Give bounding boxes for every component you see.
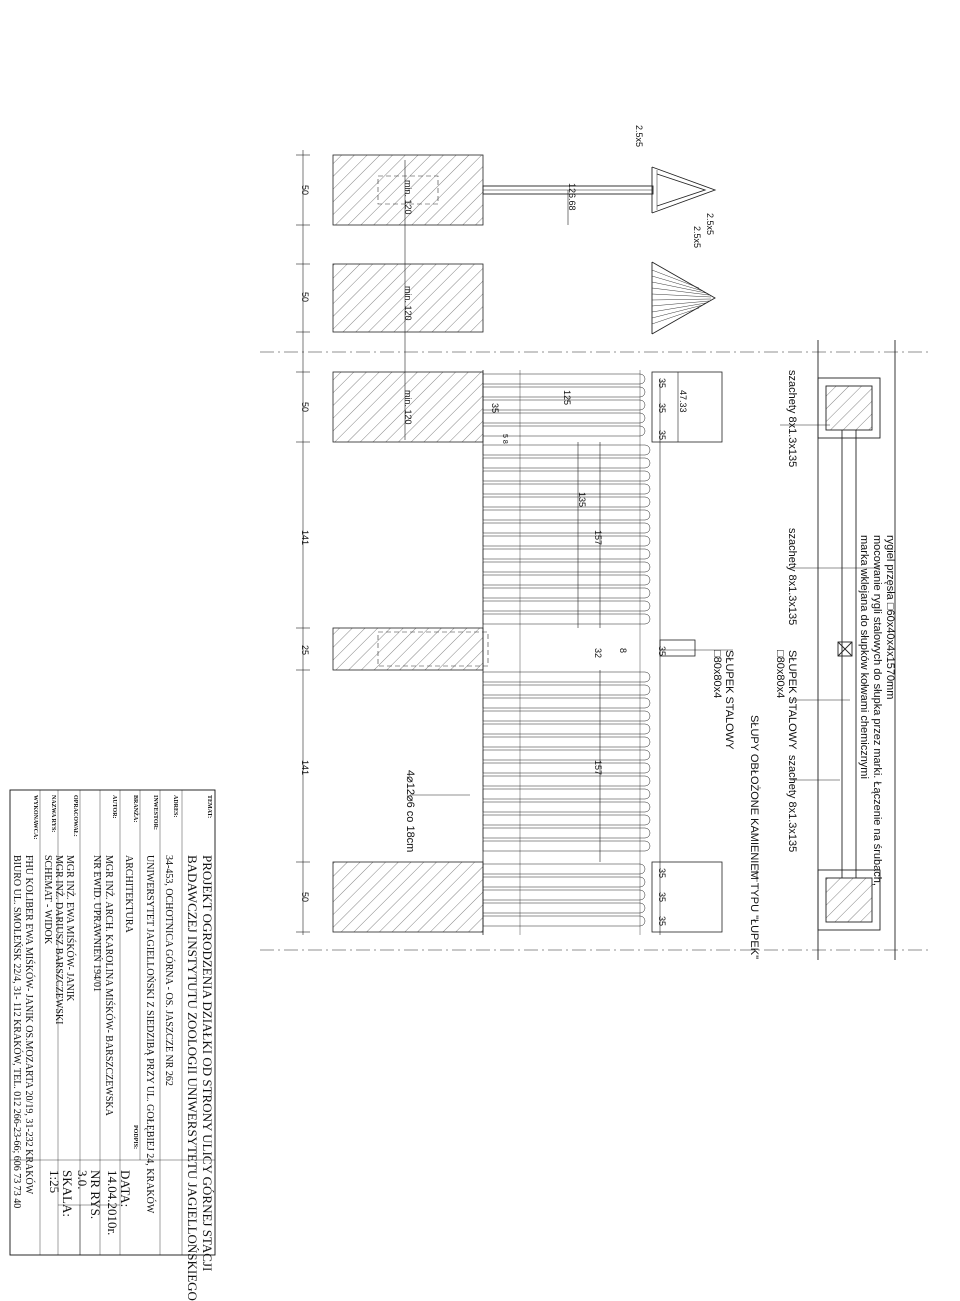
picket <box>483 601 650 611</box>
tb-label-nazwa-rys: NAZWA RYS: <box>50 795 56 833</box>
picket <box>483 789 650 799</box>
picket <box>483 445 650 455</box>
dim-141-b: 141 <box>300 760 310 776</box>
picket <box>483 549 650 559</box>
note-slupek-1-name: SŁUPEK STALOWY <box>786 650 798 750</box>
picket <box>483 685 650 695</box>
dim-141-a: 141 <box>300 530 310 546</box>
tb-label-temat: TEMAT: <box>206 795 212 819</box>
tb-adres: 34-453, OCHOTNICA GÓRNA - OS. JASZCZE NR 262 <box>163 855 174 1086</box>
dim-35-h: 35 <box>490 403 500 414</box>
picket <box>483 877 645 887</box>
dim-157-a: 157 <box>593 530 603 546</box>
note-mocowanie-1: mocowanie rygli stalowych do słupka przez marki. Łączenie na śrubach, <box>871 535 883 886</box>
picket <box>483 562 650 572</box>
tb-label-opracowal: OPRACOWAŁ: <box>72 795 78 837</box>
picket <box>483 828 650 838</box>
dim-35-g: 35 <box>657 916 667 927</box>
tb-label-podpis: PODPIS: <box>132 1125 138 1149</box>
picket <box>483 763 650 773</box>
dim-2-5x5-a: 2.5x5 <box>634 125 644 148</box>
dim-50-b: 50 <box>300 292 310 303</box>
note-szachety-a: szachety 8x1.3x135 <box>786 370 798 468</box>
tb-label-autor: AUTOR: <box>111 795 117 819</box>
dim-35-b: 35 <box>657 403 667 414</box>
note-slupy-oblozone: SŁUPY OBŁOŻONE KAMIENIEM TYPU "ŁUPEK" <box>748 715 760 959</box>
picket <box>483 698 650 708</box>
picket <box>483 864 645 874</box>
pillar-4 <box>333 628 483 670</box>
dim-47-33: 47.33 <box>678 390 688 413</box>
note-mocowanie-2: marka wklejana do słupków kołwami chemicznymi <box>858 535 870 779</box>
picket <box>483 413 645 423</box>
picket <box>483 750 650 760</box>
note-slupek-2-size: □80x80x4 <box>711 650 723 699</box>
note-rygiel: rygiel przęsła □60x40x4x1570mm <box>884 535 896 700</box>
tb-label-inwestor: INWESTOR: <box>152 795 158 830</box>
note-zbrojenie: 4⌀12⌀6 co 18cm <box>404 770 416 853</box>
picket <box>483 711 650 721</box>
tb-label-wykonawca: WYKONAWCA: <box>32 795 38 840</box>
picket <box>483 916 645 926</box>
dim-35-d: 35 <box>657 646 667 657</box>
tb-inwestor: UNIWERSYTET JAGIELLOŃSKI Z SIEDZIBĄ PRZY UL. GOŁĘBIEJ 24, KRAKÓW <box>144 855 155 1214</box>
dim-35-e: 35 <box>657 868 667 879</box>
picket <box>483 484 650 494</box>
tb-skala-value: 1:25 <box>47 1170 62 1194</box>
dim-picket-spacing: 5 8 <box>501 434 508 444</box>
tb-branza: ARCHITEKTURA <box>123 855 134 933</box>
tb-label-branza: BRANŻA: <box>132 795 138 823</box>
picket <box>483 374 645 384</box>
picket <box>483 672 650 682</box>
tb-wykonawca-1: FHU KOLIBER EWA MIŚKÓW- JANIK OS.MOZARTA 20/19, 31-232 KRAKÓW <box>23 855 34 1195</box>
tb-nr-rys-label: NR RYS. <box>88 1170 103 1220</box>
picket <box>483 841 650 851</box>
dim-32: 32 <box>593 648 603 659</box>
dim-min120-a: min. 120 <box>403 180 413 215</box>
picket <box>483 575 650 585</box>
tb-data-value: 14.04.2010r. <box>105 1170 120 1236</box>
wicket-roof <box>652 262 715 334</box>
dim-157-b: 157 <box>593 760 603 776</box>
picket <box>483 890 645 900</box>
gate <box>483 167 715 213</box>
picket <box>483 724 650 734</box>
picket <box>483 458 650 468</box>
dim-50-d: 50 <box>300 892 310 903</box>
dim-2-5x5-c: 2.5x5 <box>692 226 702 249</box>
picket <box>483 523 650 533</box>
picket <box>483 776 650 786</box>
tb-autor-1: MGR INŻ. ARCH. KAROLINA MIŚKÓW- BARSZCZEWSKA <box>103 855 114 1116</box>
tb-skala-label: SKALA: <box>60 1170 75 1217</box>
picket <box>483 588 650 598</box>
note-slupek-1-size: □80x80x4 <box>774 650 786 699</box>
tb-temat-1: PROJEKT OGRODZENIA DZIAŁKI OD STRONY ULICY GÓRNEJ STACJI <box>200 855 215 1272</box>
tb-temat-2: BADAWCZEJ INSTYTUTU ZOOLOGII UNIWERSYTETU JAGIELLOŃSKIEGO <box>185 855 200 1301</box>
dim-50-c: 50 <box>300 402 310 413</box>
tb-autor-2: NR EWID. UPRAWNIEŃ 194/01 <box>91 855 102 992</box>
dim-35-a: 35 <box>657 378 667 389</box>
tb-nr-rys-value: 3.0. <box>75 1170 90 1190</box>
tb-wykonawca-2: BIURO UL. SMOLEŃSK 22/4, 31- 112 KRAKÓW, TEL. 012 266-23-66; 606 73 73 40 <box>11 855 22 1209</box>
dim-min120-c: min. 120 <box>403 390 413 425</box>
picket <box>483 903 645 913</box>
picket <box>483 815 650 825</box>
dim-125: 125 <box>562 390 572 406</box>
tb-nazwa-rys: SCHEMAT - WIDOK <box>42 855 53 945</box>
dim-135: 135 <box>577 492 587 508</box>
picket <box>483 737 650 747</box>
picket <box>483 510 650 520</box>
note-slupek-2-name: SŁUPEK STALOWY <box>723 650 735 750</box>
tb-data-label: DATA: <box>118 1170 133 1208</box>
tb-opracowal-1: MGR INŻ. EWA MIŚKÓW- JANIK <box>64 855 75 1002</box>
dim-8: 8 <box>618 648 628 654</box>
picket <box>483 802 650 812</box>
dim-min120-b: min. 120 <box>403 286 413 321</box>
dim-35-c: 35 <box>657 430 667 441</box>
picket <box>483 536 650 546</box>
dim-2-5x5-b: 2.5x5 <box>705 213 715 236</box>
dim-50-a: 50 <box>300 185 310 196</box>
picket <box>483 497 650 507</box>
dim-25: 25 <box>300 645 310 656</box>
picket <box>483 471 650 481</box>
dim-126-68: 126.68 <box>567 183 577 211</box>
note-szachety-c: szachety 8x1.3x135 <box>786 755 798 853</box>
picket <box>483 614 650 624</box>
dim-35-f: 35 <box>657 892 667 903</box>
pillar-5 <box>333 862 483 932</box>
tb-opracowal-2: MGR INŻ. DARIUSZ BARSZCZEWSKI <box>53 855 64 1025</box>
tb-label-adres: ADRES: <box>172 795 178 818</box>
note-szachety-b: szachety 8x1.3x135 <box>786 528 798 626</box>
